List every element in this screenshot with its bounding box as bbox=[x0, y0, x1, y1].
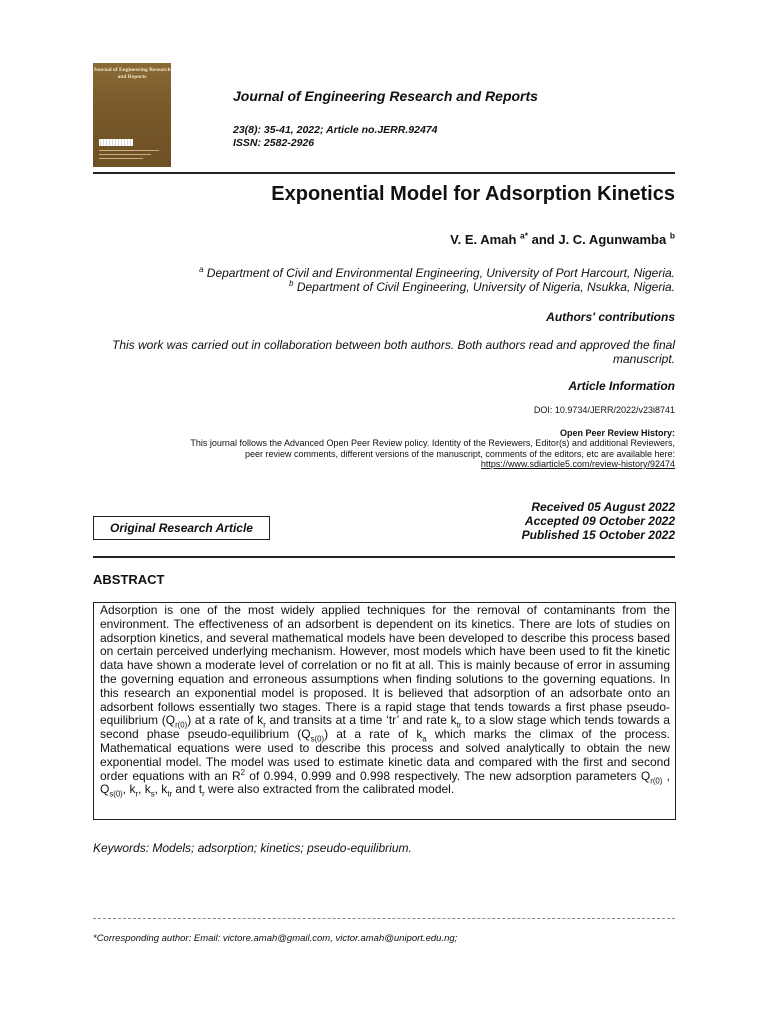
journal-name: Journal of Engineering Research and Reports bbox=[233, 88, 538, 104]
author-name: J. C. Agunwamba bbox=[558, 232, 667, 247]
paper-title: Exponential Model for Adsorption Kinetics bbox=[271, 183, 675, 205]
published-date: Published 15 October 2022 bbox=[521, 528, 675, 542]
author-and: and bbox=[528, 232, 559, 247]
affiliation-a: $^a$ Department of Civil and Environmental Engineering, University of Port Harcourt, Nigeria. bbox=[199, 265, 675, 280]
journal-issn: ISSN: 2582-2926 bbox=[233, 137, 315, 149]
accepted-date: Accepted 09 October 2022 bbox=[524, 514, 675, 528]
journal-citation-block bbox=[233, 124, 437, 150]
peer-review-heading: Open Peer Review History: bbox=[559, 428, 675, 438]
publication-dates bbox=[522, 500, 675, 542]
journal-citation: 23(8): 35-41, 2022; Article no.JERR.92474 bbox=[233, 124, 438, 136]
received-date: Received 05 August 2022 bbox=[531, 500, 675, 514]
abstract-text: Adsorption is one of the most widely applied techniques for the removal of contaminants from the environment. The effectiveness of an adsorbent is dependent on its kinetics. There are lots of studies on adsorption kinetics, and several mathematical models have been developed to describe this process based on certain perceived underlying mechanism. However, most models which have been used to fit the kinetic data have shown a moderate level of correlation or no fit at all. This is mainly because of error in assuming the governing equation and erroneous assumptions when finding solutions to the governing equations. In this research an exponential model is proposed. It is believed that adsorption of an adsorbate onto an adsorbent follows essentially two stages. There is a rapid stage that tends towards a first phase pseudo-equilibrium $(Q_{r(0)})$ at a rate of $k_r$ and transits at a time ‘tr’ and rate $k_{tr}$ to a slow stage which tends towards a second phase pseudo-equilibrium $(Q_{s(0)})$ at a rate of $k_a$ which marks the climax of the process. Mathematical equations were used to describe this process and solved analytically to obtain the new exponential model. The model was used to estimate kinetic data and compared with the first and second order equations with an $R^2$ of 0.994, 0.999 and 0.998 respectively. The new adsorption parameters $Q_{r(0)}$ , $Q_{s(0)}$, $k_r$, $k_s$, $k_{tr}$ and $t_r$ were also extracted from the calibrated model. bbox=[93, 602, 676, 820]
author-affil-mark: a* bbox=[520, 230, 528, 241]
article-type-box: Original Research Article bbox=[93, 516, 270, 540]
section-rule bbox=[93, 556, 675, 558]
header-rule bbox=[93, 172, 675, 174]
author-affil-mark: b bbox=[669, 230, 675, 241]
peer-review-link[interactable]: https://www.sdiarticle5.com/review-history/92474 bbox=[480, 459, 675, 469]
journal-cover-image bbox=[93, 63, 171, 167]
peer-review-text: This journal follows the Advanced Open Peer Review policy. Identity of the Reviewers, Editor(s) and additional Reviewers, peer review comments, different versions of the manuscript, comments of the editors, etc are available here: https://www.sdiarticle5.com/review-history/92474 bbox=[190, 438, 675, 469]
contributions-heading: Authors' contributions bbox=[546, 310, 675, 324]
corresponding-author-footnote: *Corresponding author: Email: victore.amah@gmail.com, victor.amah@uniport.edu.ng; bbox=[93, 933, 458, 944]
author-name: V. E. Amah bbox=[450, 232, 517, 247]
contributions-text: This work was carried out in collaboration between both authors. Both authors read and approved the final manuscript. bbox=[111, 338, 675, 366]
barcode bbox=[99, 139, 133, 146]
doi-text: DOI: 10.9734/JERR/2022/v23i8741 bbox=[533, 405, 675, 415]
article-info-heading: Article Information bbox=[568, 379, 675, 393]
abstract-heading: ABSTRACT bbox=[93, 572, 165, 587]
footnote-separator bbox=[93, 918, 675, 919]
cover-title: Journal of Engineering Research and Reports bbox=[93, 67, 171, 80]
keywords: Keywords: Models; adsorption; kinetics; pseudo-equilibrium. bbox=[93, 841, 412, 855]
author-list bbox=[450, 232, 675, 247]
affiliation-b: $^b$ Department of Civil Engineering, University of Nigeria, Nsukka, Nigeria. bbox=[289, 279, 675, 294]
affiliations bbox=[199, 266, 675, 294]
